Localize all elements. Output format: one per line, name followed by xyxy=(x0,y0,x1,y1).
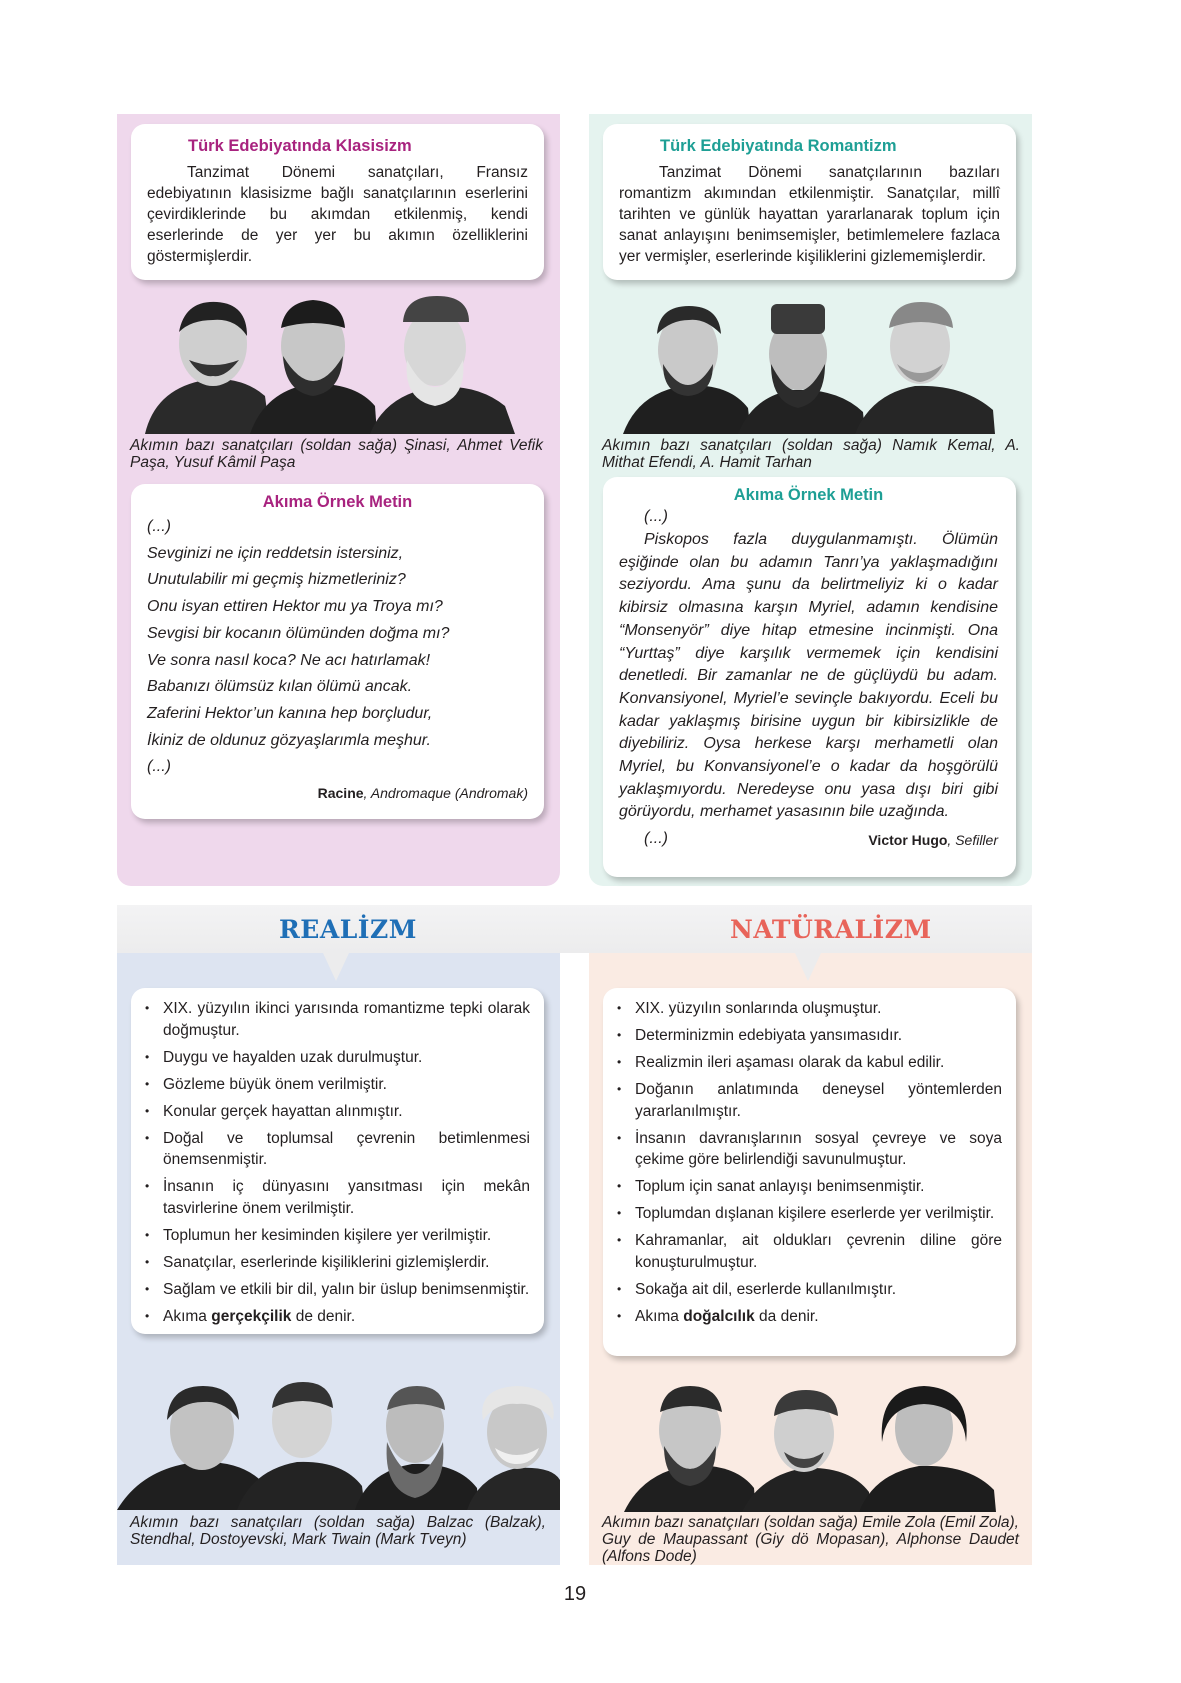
poem-line: İkiniz de oldunuz gözyaşlarımla meşhur. xyxy=(147,731,431,749)
list-item-prefix: Akıma xyxy=(163,1307,212,1325)
naturalism-caption: Akımın bazı sanatçıları (soldan sağa) Emile Zola (Emil Zola), Guy de Maupassant (Giy dö Mopasan), Alphonse Daudet (Alfons Dode) xyxy=(602,1514,1019,1565)
classicism-caption: Akımın bazı sanatçıları (soldan sağa) Şinasi, Ahmet Vefik Paşa, Yusuf Kâmil Paşa xyxy=(130,437,543,471)
list-item: • İnsanın davranışlarının sosyal çevreye ve soya çekime göre belirlendiği savunulmuştur. xyxy=(615,1128,1002,1171)
realism-list xyxy=(143,998,530,1327)
classicism-poem xyxy=(147,514,528,781)
list-item: • Gözleme büyük önem verilmiştir. xyxy=(143,1074,530,1096)
romanticism-body: Tanzimat Dönemi sanatçılarının bazıları romantizm akımından etkilenmiştir. Sanatçılar, millî tarihten ve günlük hayattan yararlanarak toplum için sanat anlayışını benimsemişler, betimlemelere fazlaca yer vermişler, eserlerinde kişiliklerini gizlememişlerdir. xyxy=(619,164,1000,265)
classicism-title: Türk Edebiyatında Klasisizm xyxy=(188,137,412,155)
page-number: 19 xyxy=(563,1583,587,1605)
list-item: • Doğal ve toplumsal çevrenin betimlenmesi önemsenmiştir. xyxy=(143,1128,530,1171)
classicism-sample-card xyxy=(131,484,544,819)
romanticism-sample-card xyxy=(603,477,1016,877)
classicism-intro-card xyxy=(131,124,544,280)
list-item: • Kahramanlar, ait oldukları çevrenin diline göre konuşturulmuştur. xyxy=(615,1230,1002,1273)
citation-author: Victor Hugo xyxy=(868,832,948,849)
citation-work: , Sefiller xyxy=(947,832,998,849)
romanticism-portraits-photo xyxy=(623,298,1005,434)
list-item xyxy=(615,1306,1002,1328)
poem-line: Unutulabilir mi geçmiş hizmetleriniz? xyxy=(147,571,406,589)
list-item: • Toplum için sanat anlayışı benimsenmiştir. xyxy=(615,1176,1002,1198)
list-item: • Doğanın anlatımında deneysel yöntemlerden yararlanılmıştır. xyxy=(615,1079,1002,1122)
poem-line: Sevginizi ne için reddetsin istersiniz, xyxy=(147,544,404,562)
realism-card xyxy=(131,988,544,1334)
naturalism-portraits-photo xyxy=(624,1382,1014,1512)
list-item: • Toplumun her kesiminden kişilere yer verilmiştir. xyxy=(143,1225,530,1247)
classicism-citation xyxy=(147,785,528,801)
list-item: • XIX. yüzyılın ikinci yarısında romantizme tepki olarak doğmuştur. xyxy=(143,998,530,1041)
list-item-keyword: gerçekçilik xyxy=(211,1307,292,1325)
naturalism-list xyxy=(615,998,1002,1327)
list-item: • Determinizmin edebiyata yansımasıdır. xyxy=(615,1025,1002,1047)
list-item: • Sokağa ait dil, eserlerde kullanılmıştır. xyxy=(615,1279,1002,1301)
citation-work: , Andromaque (Andromak) xyxy=(363,785,528,802)
romanticism-title: Türk Edebiyatında Romantizm xyxy=(660,137,897,155)
poem-line: Ve sonra nasıl koca? Ne acı hatırlamak! xyxy=(147,651,431,669)
naturalism-heading: NATÜRALİZM xyxy=(730,915,932,944)
list-item: • Sanatçılar, eserlerinde kişiliklerini gizlemişlerdir. xyxy=(143,1252,530,1274)
prose-ellipsis-start: (...) xyxy=(644,508,668,525)
romanticism-caption: Akımın bazı sanatçıları (soldan sağa) Namık Kemal, A. Mithat Efendi, A. Hamit Tarhan xyxy=(602,437,1020,471)
naturalism-heading-pointer xyxy=(795,953,821,981)
realism-portraits-photo xyxy=(117,1380,560,1510)
realism-heading-pointer xyxy=(323,953,349,981)
poem-line: Onu isyan ettiren Hektor mu ya Troya mı? xyxy=(147,598,443,616)
naturalism-card xyxy=(603,988,1016,1356)
list-item xyxy=(143,1306,530,1328)
list-item: • Realizmin ileri aşaması olarak da kabul edilir. xyxy=(615,1052,1002,1074)
classicism-portraits-photo xyxy=(145,296,543,434)
classicism-sample-title: Akıma Örnek Metin xyxy=(262,493,413,511)
list-item: • Sağlam ve etkili bir dil, yalın bir üslup benimsenmiştir. xyxy=(143,1279,530,1301)
list-item: • Konular gerçek hayattan alınmıştır. xyxy=(143,1101,530,1123)
poem-line: (...) xyxy=(147,518,171,535)
realism-heading: REALİZM xyxy=(279,915,417,944)
list-item: • XIX. yüzyılın sonlarında oluşmuştur. xyxy=(615,998,1002,1020)
romanticism-intro-card xyxy=(603,124,1016,280)
list-item-keyword: doğalcılık xyxy=(683,1307,755,1325)
prose-ellipsis-end: (...) xyxy=(644,830,668,848)
poem-line: Zaferini Hektor’un kanına hep borçludur, xyxy=(147,704,433,722)
list-item-suffix: de denir. xyxy=(291,1307,356,1325)
romanticism-citation-row xyxy=(619,830,998,854)
romanticism-sample-title: Akıma Örnek Metin xyxy=(733,486,884,504)
citation-author: Racine xyxy=(317,785,364,802)
poem-line: Babanızı ölümsüz kılan ölümü ancak. xyxy=(147,678,413,696)
realism-caption: Akımın bazı sanatçıları (soldan sağa) Balzac (Balzak), Stendhal, Dostoyevski, Mark Twain (Mark Tveyn) xyxy=(130,1514,546,1548)
list-item-prefix: Akıma xyxy=(635,1307,684,1325)
poem-line: Sevgisi bir kocanın ölümünden doğma mı? xyxy=(147,624,450,642)
list-item: • Duygu ve hayalden uzak durulmuştur. xyxy=(143,1047,530,1069)
romanticism-citation xyxy=(868,832,998,848)
list-item-suffix: da denir. xyxy=(754,1307,819,1325)
classicism-body: Tanzimat Dönemi sanatçıları, Fransız edebiyatının klasisizme bağlı sanatçılarının eserlerini çevirdiklerinde bu akımdan etkilenmiş, kendi eserlerinde de yer yer bu akımın özelliklerini göstermişlerdir. xyxy=(147,164,528,265)
poem-line: (...) xyxy=(147,758,171,776)
romanticism-prose: Piskopos fazla duygulanmamıştı. Ölümün eşiğinde olan bu adamın Tanrı’ya yaklaşmadığını seziyordu. Ama şunu da belirtmeliyiz ki o kadar kibirsiz olmasına karşın Myriel, adamın kendisine “Monsenyör” diye hitap etmesine incinmişti. Ona “Yurttaş” diye karşılık vermemek için kendisini denetledi. Bir zamanlar ne de güçlüydü bu adam. Konvansiyonel, Myriel’e sevinçle bakıyordu. Eceli bu kadar yaklaşmış birisine uygun bir kibirsizlikle de diyebiliriz. Oysa herkese karşı merhametli olan Myriel, bu Konvansiyonel’e o kadar da hoşgörülü yaklaşmıyordu. Neredeyse onu yasa dışı biri gibi görüyordu, merhamet yasasının bile uzağında. xyxy=(619,531,998,821)
list-item: • İnsanın iç dünyasını yansıtması için mekân tasvirlerine önem verilmiştir. xyxy=(143,1176,530,1219)
list-item: • Toplumdan dışlanan kişilere eserlerde yer verilmiştir. xyxy=(615,1203,1002,1225)
